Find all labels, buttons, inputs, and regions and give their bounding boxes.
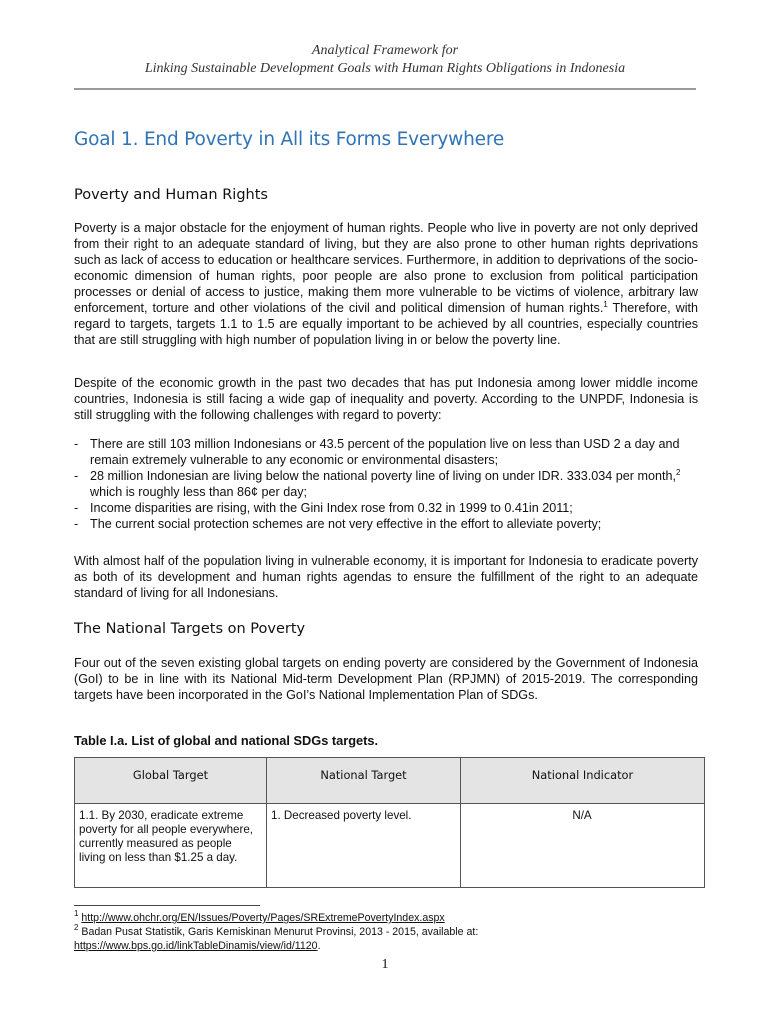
footnote-2 — [74, 925, 698, 953]
cell-national-target: 1. Decreased poverty level. — [267, 804, 461, 888]
cell-global-target: 1.1. By 2030, eradicate extreme poverty for all people everywhere, currently measured as people living on less than $1.25 a day. — [75, 804, 267, 888]
header-line-1: Analytical Framework for — [311, 43, 459, 58]
cell-national-indicator: N/A — [461, 804, 705, 888]
list-item — [74, 516, 698, 532]
list-item-text: Income disparities are rising, with the Gini Index rose from 0.32 in 1999 to 0.41in 2011; — [90, 501, 573, 515]
challenges-list — [74, 436, 698, 532]
column-header-national-target: National Target — [267, 758, 461, 804]
header-divider — [74, 88, 696, 90]
list-item — [74, 500, 698, 516]
footnote-2-text: Badan Pusat Statistik, Garis Kemiskinan Menurut Provinsi, 2013 - 2015, available at: — [78, 926, 479, 938]
list-item — [74, 436, 698, 468]
footnote-divider — [74, 905, 260, 906]
table-row — [75, 804, 705, 888]
footnote-ref-2[interactable]: 2 — [675, 468, 681, 477]
bullet-marker: - — [74, 469, 79, 483]
footnote-1 — [74, 911, 698, 925]
goal-title: Goal 1. End Poverty in All its Forms Everywhere — [74, 129, 505, 150]
table-header-row — [75, 758, 705, 804]
paragraph-national-targets: Four out of the seven existing global targets on ending poverty are considered by the Government of Indonesia (GoI) to be in line with its National Mid-term Development Plan (RPJMN) of 2015-2019. The corresponding targets have been incorporated in the GoI’s National Implementation Plan of SDGs. — [74, 656, 698, 702]
section-heading-poverty-human-rights: Poverty and Human Rights — [74, 187, 268, 203]
column-header-national-indicator: National Indicator — [461, 758, 705, 804]
footnote-2-end: . — [317, 940, 321, 952]
table-caption: Table I.a. List of global and national SDGs targets. — [74, 733, 379, 748]
paragraph-text-continued: Therefore, with regard to targets, targets 1.1 to 1.5 are equally important to be achieved by all countries, especially countries that are still struggling with high number of population living in or below the poverty line. — [74, 301, 699, 347]
running-header — [74, 42, 696, 78]
column-header-global-target: Global Target — [75, 758, 267, 804]
paragraph-vulnerable-economy: With almost half of the population living in vulnerable economy, it is important for Indonesia to eradicate poverty as both of its development and human rights agendas to ensure the fulfillment of the right to an adequate standard of living for all Indonesians. — [74, 554, 698, 600]
list-item-text: The current social protection schemes are not very effective in the effort to alleviate poverty; — [90, 517, 602, 531]
page-number: 1 — [381, 957, 389, 972]
footnote-number: 2 — [74, 923, 79, 932]
paragraph-poverty-intro — [74, 220, 698, 348]
list-item — [74, 468, 698, 500]
header-line-2: Linking Sustainable Development Goals with Human Rights Obligations in Indonesia — [144, 61, 626, 76]
list-item-text: 28 million Indonesian are living below the national poverty line of living on under IDR. 333.034 per month, — [90, 469, 676, 483]
footnote-2-link[interactable]: https://www.bps.go.id/linkTableDinamis/view/id/1120 — [74, 940, 318, 952]
footnotes — [74, 911, 698, 953]
bullet-marker: - — [74, 517, 79, 531]
footnote-ref-1[interactable]: 1 — [603, 300, 608, 309]
section-heading-national-targets: The National Targets on Poverty — [74, 621, 306, 637]
list-item-text: There are still 103 million Indonesians or 43.5 percent of the population live on less than USD 2 a day and remain extremely vulnerable to any economic or environmental disasters; — [90, 437, 680, 467]
list-item-text-continued: which is roughly less than 86¢ per day; — [90, 485, 308, 499]
bullet-marker: - — [74, 501, 79, 515]
paragraph-economic-growth: Despite of the economic growth in the past two decades that has put Indonesia among lower middle income countries, Indonesia is still facing a wide gap of inequality and poverty. According to the UNPDF, Indonesia is still struggling with the following challenges with regard to poverty: — [74, 376, 698, 422]
sdg-targets-table — [74, 757, 705, 888]
footnote-1-link[interactable]: http://www.ohchr.org/EN/Issues/Poverty/Pages/SRExtremePovertyIndex.aspx — [81, 912, 445, 924]
paragraph-text: Poverty is a major obstacle for the enjoyment of human rights. People who live in poverty are not only deprived from their right to an adequate standard of living, but they are also prone to other human rights deprivations such as lack of access to education or healthcare services. Furthermore, in addition to deprivations of the socio-economic dimension of human rights, poor people are also prone to exclusion from political participation processes or denial of access to justice, making them more vulnerable to be victims of violence, arbitrary law enforcement, torture and other violations of the civil and political dimension of human rights. — [74, 221, 698, 315]
bullet-marker: - — [74, 437, 79, 451]
footnote-number: 1 — [74, 909, 79, 918]
